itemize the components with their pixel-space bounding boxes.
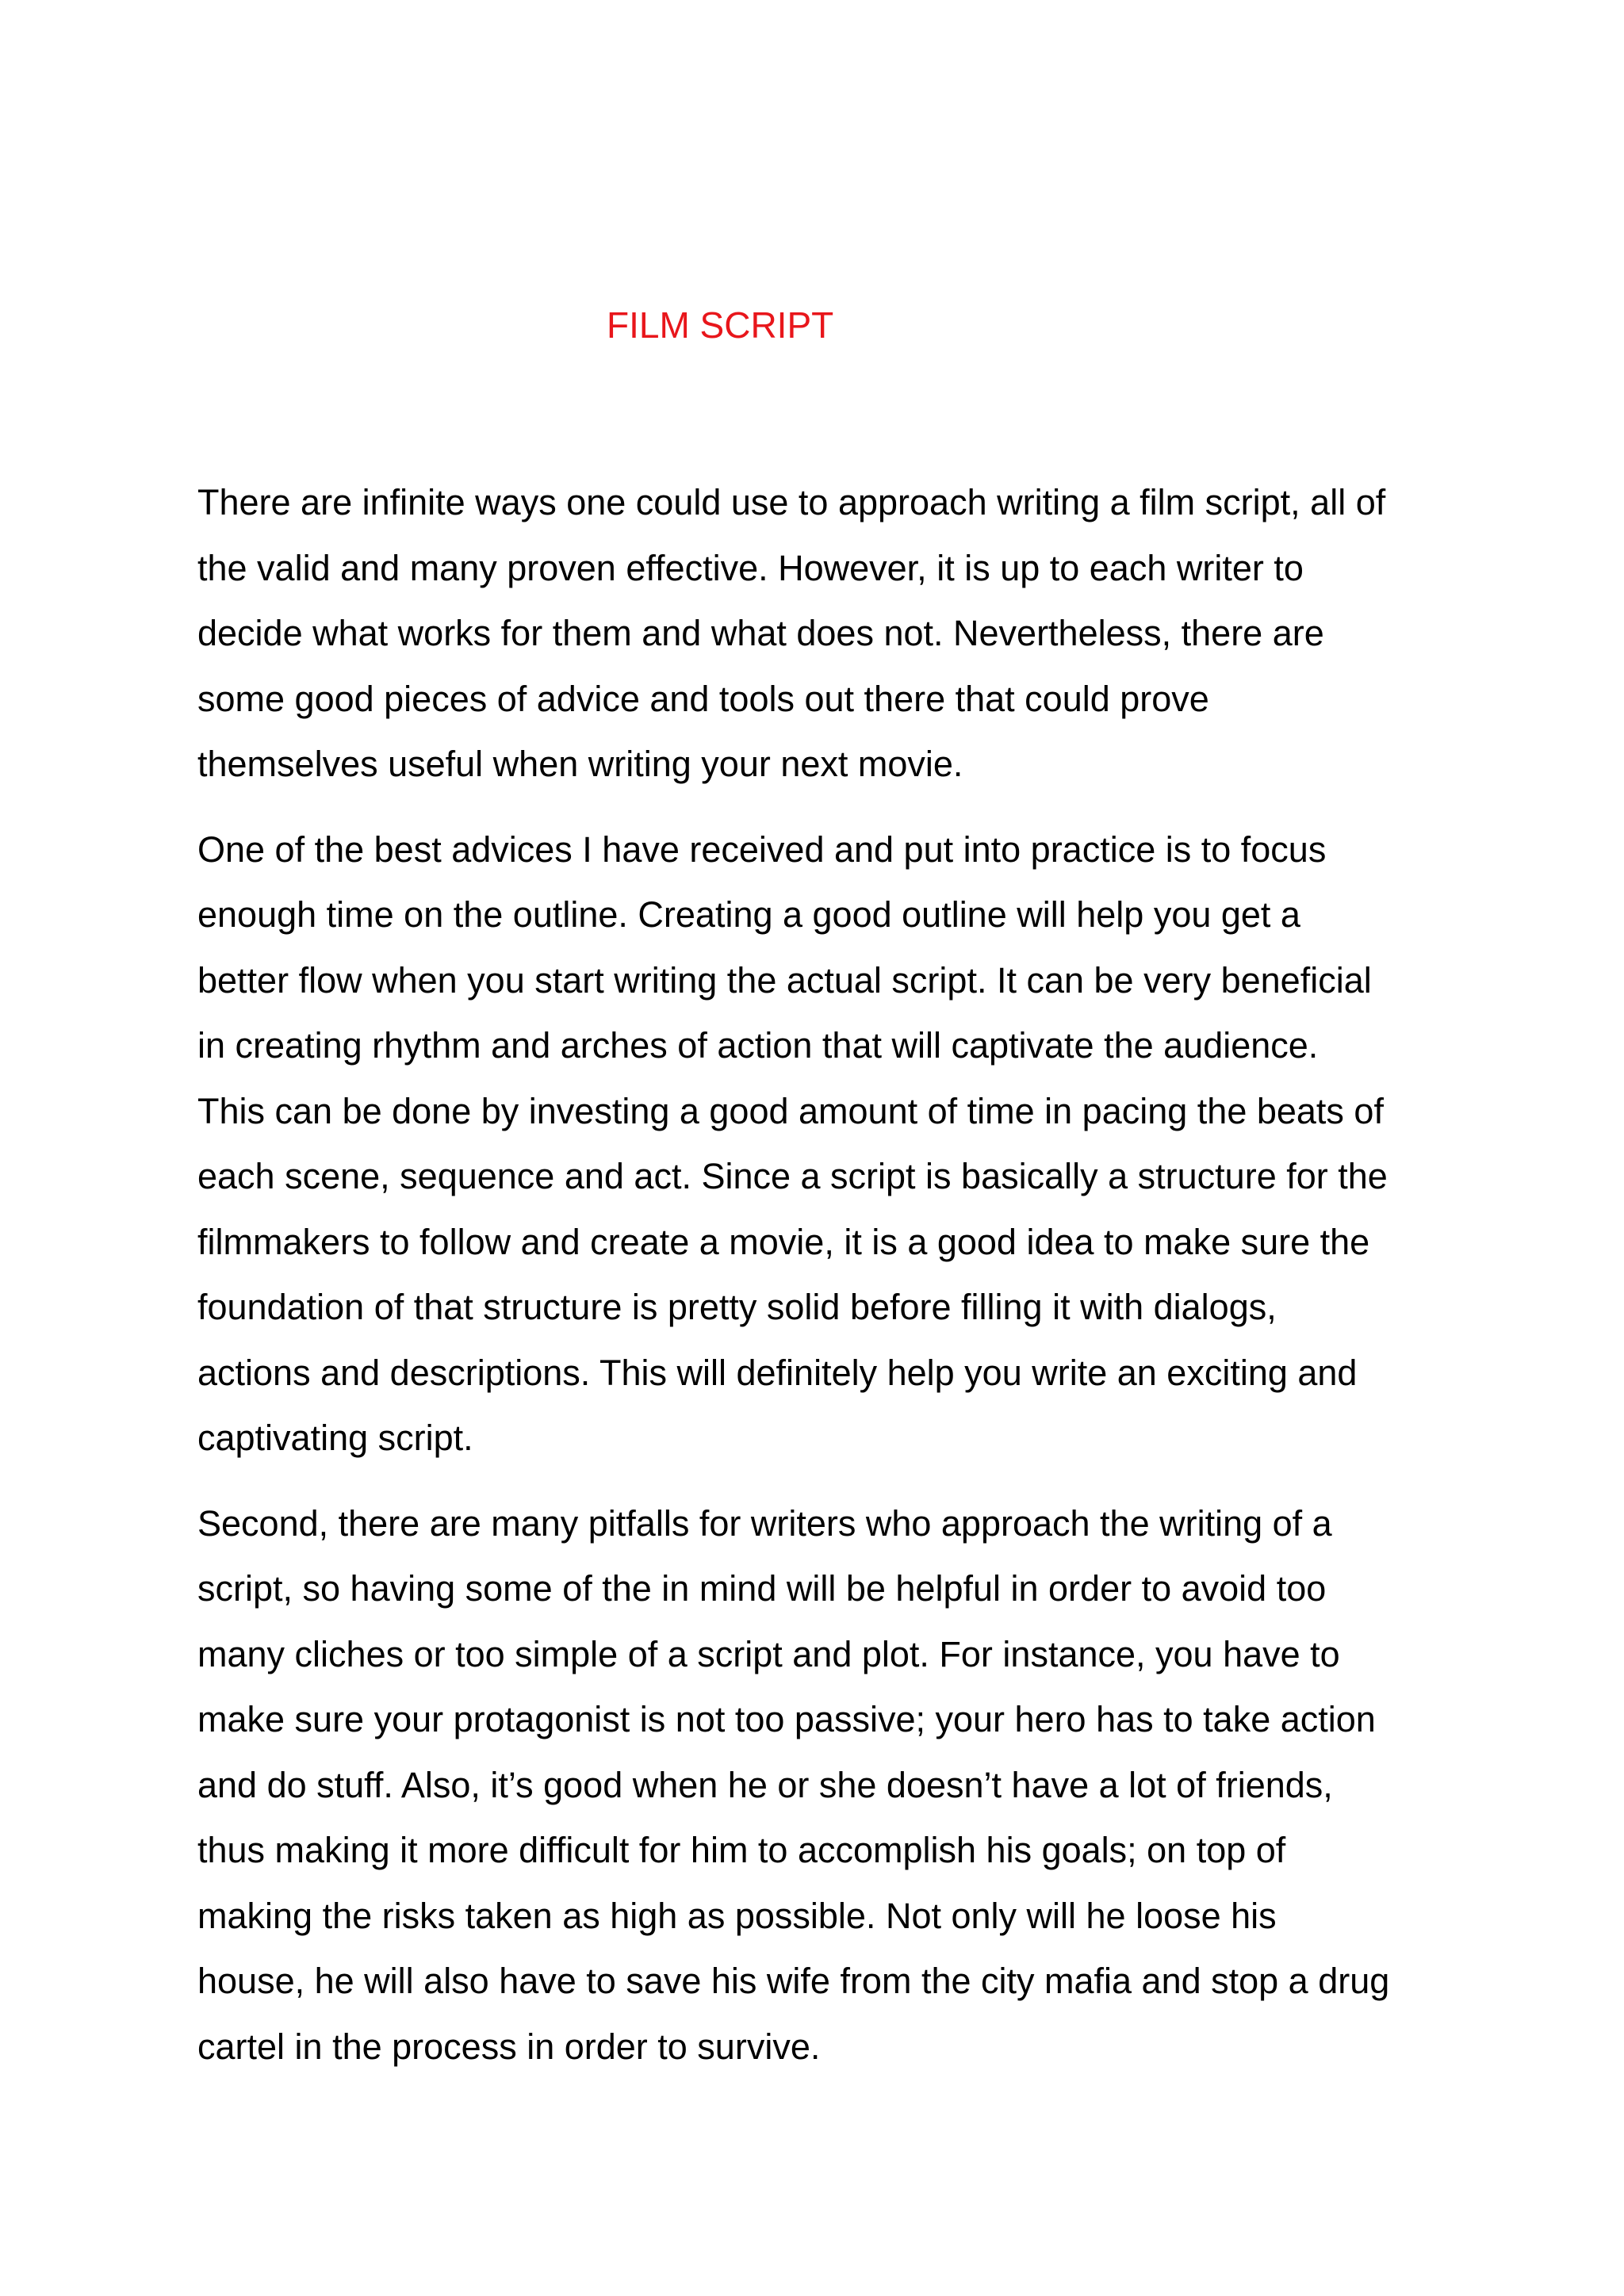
paragraph-line: each scene, sequence and act. Since a script is basically a structure for the	[197, 1156, 1388, 1196]
paragraph-line: This can be done by investing a good amount of time in pacing the beats of	[197, 1090, 1384, 1131]
document-body	[197, 470, 1434, 2099]
paragraph-line: themselves useful when writing your next movie.	[197, 744, 963, 784]
paragraph-line: One of the best advices I have received and put into practice is to focus	[197, 828, 1327, 870]
paragraph-line: make sure your protagonist is not too passive; your hero has to take action	[197, 1699, 1376, 1739]
paragraph-line: foundation of that structure is pretty solid before filling it with dialogs,	[197, 1287, 1277, 1327]
paragraph-line: some good pieces of advice and tools out there that could prove	[197, 678, 1209, 719]
paragraph-line: captivating script.	[197, 1418, 473, 1458]
document-title: FILM SCRIPT	[607, 304, 834, 346]
paragraph-line: thus making it more difficult for him to accomplish his goals; on top of	[197, 1830, 1286, 1870]
paragraph-3	[197, 1491, 1434, 2080]
paragraph-line: house, he will also have to save his wife from the city mafia and stop a drug	[197, 1961, 1390, 2001]
paragraph-line: and do stuff. Also, it’s good when he or she doesn’t have a lot of friends,	[197, 1764, 1333, 1805]
paragraph-line: cartel in the process in order to survive.	[197, 2026, 821, 2067]
paragraph-1	[197, 470, 1434, 798]
paragraph-line: filmmakers to follow and create a movie, it is a good idea to make sure the	[197, 1221, 1370, 1262]
paragraph-line: many cliches or too simple of a script and plot. For instance, you have to	[197, 1633, 1340, 1674]
paragraph-line: decide what works for them and what does not. Nevertheless, there are	[197, 613, 1324, 653]
paragraph-line: actions and descriptions. This will definitely help you write an exciting and	[197, 1352, 1358, 1393]
paragraph-2	[197, 817, 1434, 1471]
paragraph-line: Second, there are many pitfalls for writers who approach the writing of a	[197, 1502, 1332, 1544]
paragraph-line: in creating rhythm and arches of action that will captivate the audience.	[197, 1025, 1319, 1066]
paragraph-line: making the risks taken as high as possible. Not only will he loose his	[197, 1895, 1277, 1936]
paragraph-line: better flow when you start writing the actual script. It can be very beneficial	[197, 959, 1372, 1001]
paragraph-line: script, so having some of the in mind will be helpful in order to avoid too	[197, 1568, 1327, 1609]
paragraph-line: There are infinite ways one could use to approach writing a film script, all of	[197, 482, 1386, 522]
paragraph-line: the valid and many proven effective. However, it is up to each writer to	[197, 547, 1304, 588]
paragraph-line: enough time on the outline. Creating a good outline will help you get a	[197, 894, 1300, 935]
